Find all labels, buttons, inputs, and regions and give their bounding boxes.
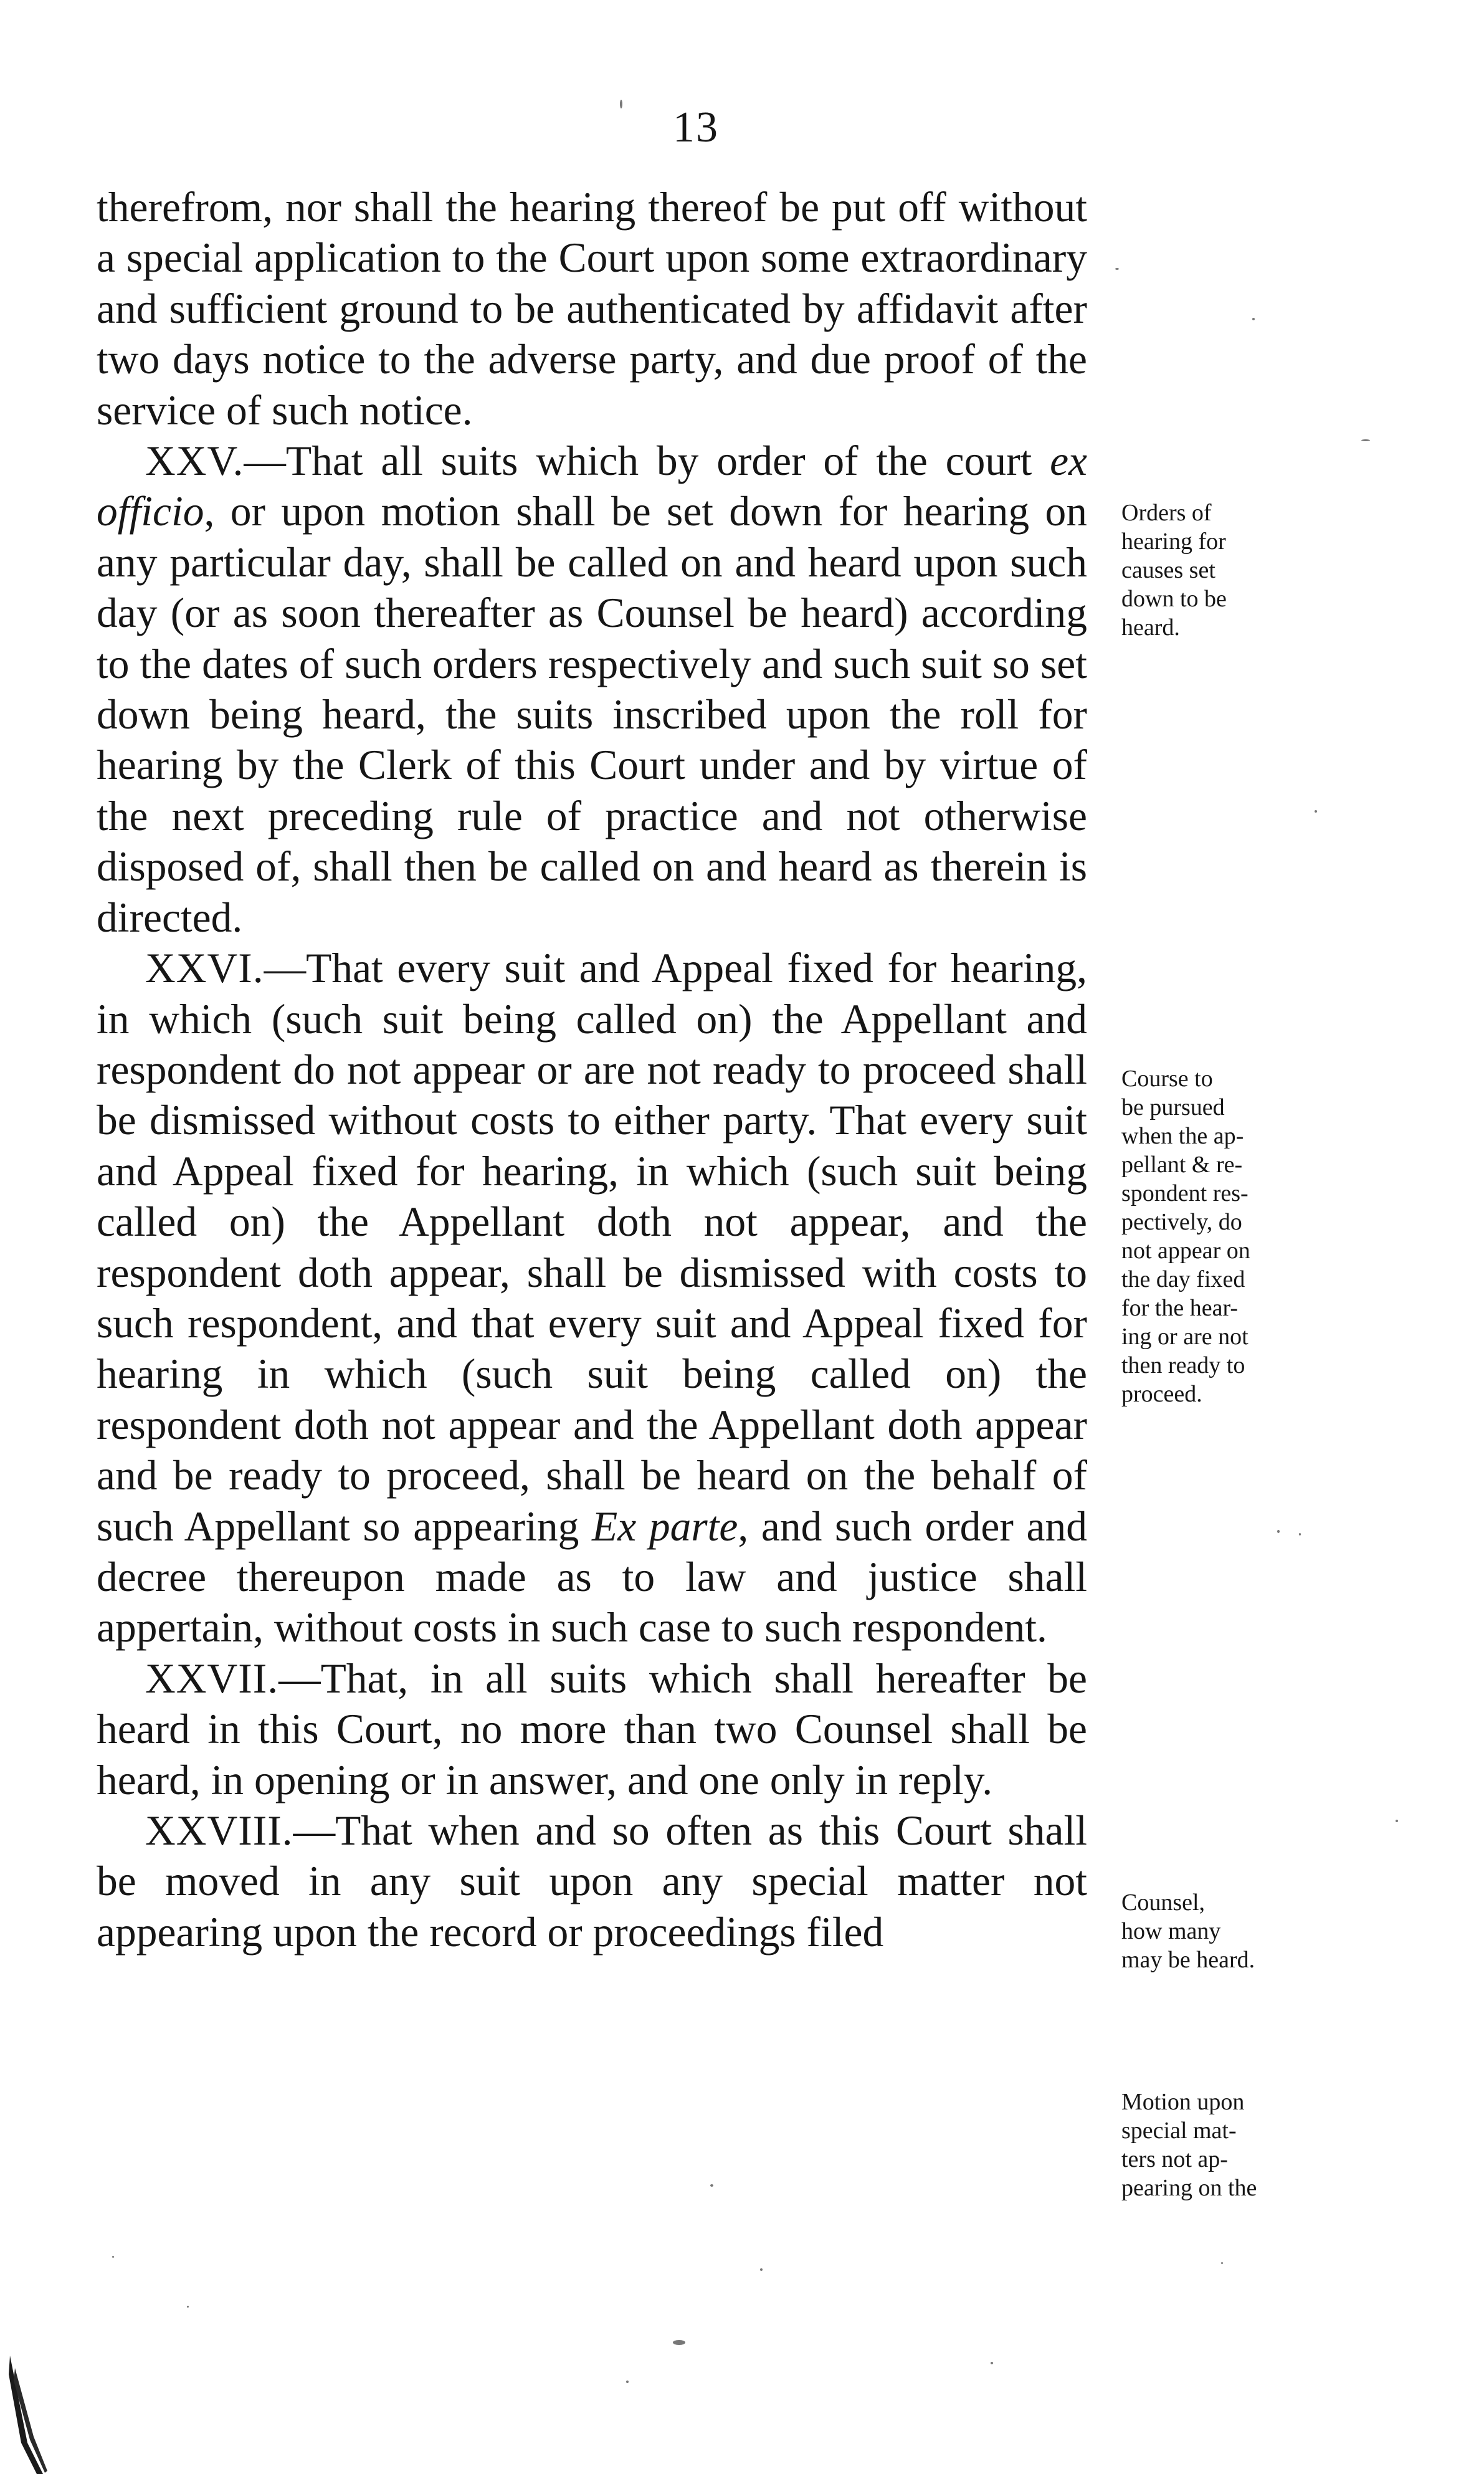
rule-italic-phrase: Ex parte <box>592 1502 738 1550</box>
rule-number: XXVIII. <box>145 1807 293 1854</box>
rule-xxviii <box>97 1805 1087 1957</box>
scan-speck <box>1299 1533 1301 1536</box>
rule-text-continued: , and such order and decree thereupon made as to law and justice shall appertain, without costs in such case to such respondent. <box>97 1502 1087 1651</box>
page-number: 13 <box>673 103 719 151</box>
rule-text: —That all suits which by order of the court <box>244 437 1050 485</box>
rule-text-continued: , or upon motion shall be set down for hearing on any particular day, shall be called on and heard upon such day (or as soon thereafter as Counsel be heard) according to the dates of such orders respectively and such suit so set down being heard, the suits inscribed upon the roll for hearing by the Clerk of this Court under and by virtue of the next preceding rule of practice and not otherwise disposed of, shall then be called on and heard as therein is directed. <box>97 488 1087 941</box>
scan-speck <box>112 2256 114 2258</box>
margin-note-orders-of-hearing: Orders of hearing for causes set down to be heard. <box>1121 500 1227 641</box>
rule-xxvi <box>97 943 1087 1653</box>
rule-number: XXVI. <box>145 945 264 992</box>
scan-speck <box>626 2381 629 2383</box>
scan-speck <box>1221 2262 1223 2264</box>
paragraph-continued <box>97 182 1087 436</box>
scan-speck <box>991 2362 993 2364</box>
rule-text: —That every suit and Appeal fixed for hearing, in which (such suit being called on) the Appellant and respondent do not appear or are not ready to proceed shall be dismissed without costs to either party. That every suit and Appeal fixed for hearing, in which (such suit being called on) the Appellant doth not appear, and the respondent doth appear, shall be dismissed with costs to such respondent, and that every suit and Appeal fixed for hearing in which (such suit being called on) the respondent doth not appear and the Appellant doth appear and be ready to proceed, shall be heard on the behalf of such Appellant so appearing <box>97 945 1087 1550</box>
scan-speck <box>710 2184 713 2187</box>
scan-speck <box>187 2306 189 2308</box>
body-text <box>97 182 1087 1957</box>
scan-speck <box>760 2268 763 2271</box>
rule-xxv <box>97 436 1087 943</box>
scan-speck <box>673 2340 685 2345</box>
scan-speck <box>1315 810 1317 813</box>
scan-speck <box>1277 1530 1280 1533</box>
margin-note-counsel-how-many: Counsel, how many may be heard. <box>1121 1889 1255 1973</box>
page-edge-mark <box>9 2349 52 2474</box>
paragraph-text: therefrom, nor shall the hearing thereof be put off without a special application to the Court upon some extraordinary and sufficient ground to be authenticated by affidavit after two days notice to the adverse party, and due proof of the service of such notice. <box>97 184 1087 434</box>
scan-speck <box>1115 268 1119 270</box>
rule-number: XXVII. <box>145 1655 279 1702</box>
margin-note-course-to-be-pursued: Course to be pursued when the ap- pellant & re- spondent res- pectively, do not appear on the day fixed for the hear- ing or are not then ready to proceed. <box>1121 1066 1250 1407</box>
margin-note-motion-upon-special-matters: Motion upon special mat- ters not ap- pearing on the <box>1121 2089 1257 2201</box>
scan-speck <box>1361 439 1370 441</box>
rule-xxvii <box>97 1653 1087 1805</box>
rule-italic-phrase: ex officio <box>97 437 1087 535</box>
scan-speck <box>1252 318 1255 320</box>
scan-speck <box>1396 1820 1398 1822</box>
rule-text: —That, in all suits which shall hereafter be heard in this Court, no more than two Counsel shall be heard, in opening or in answer, and one only in reply. <box>97 1655 1087 1803</box>
rule-text: —That when and so often as this Court shall be moved in any suit upon any special matter not appearing upon the record or proceedings filed <box>97 1807 1087 1956</box>
rule-number: XXV. <box>145 437 244 485</box>
scan-speck <box>620 100 622 108</box>
